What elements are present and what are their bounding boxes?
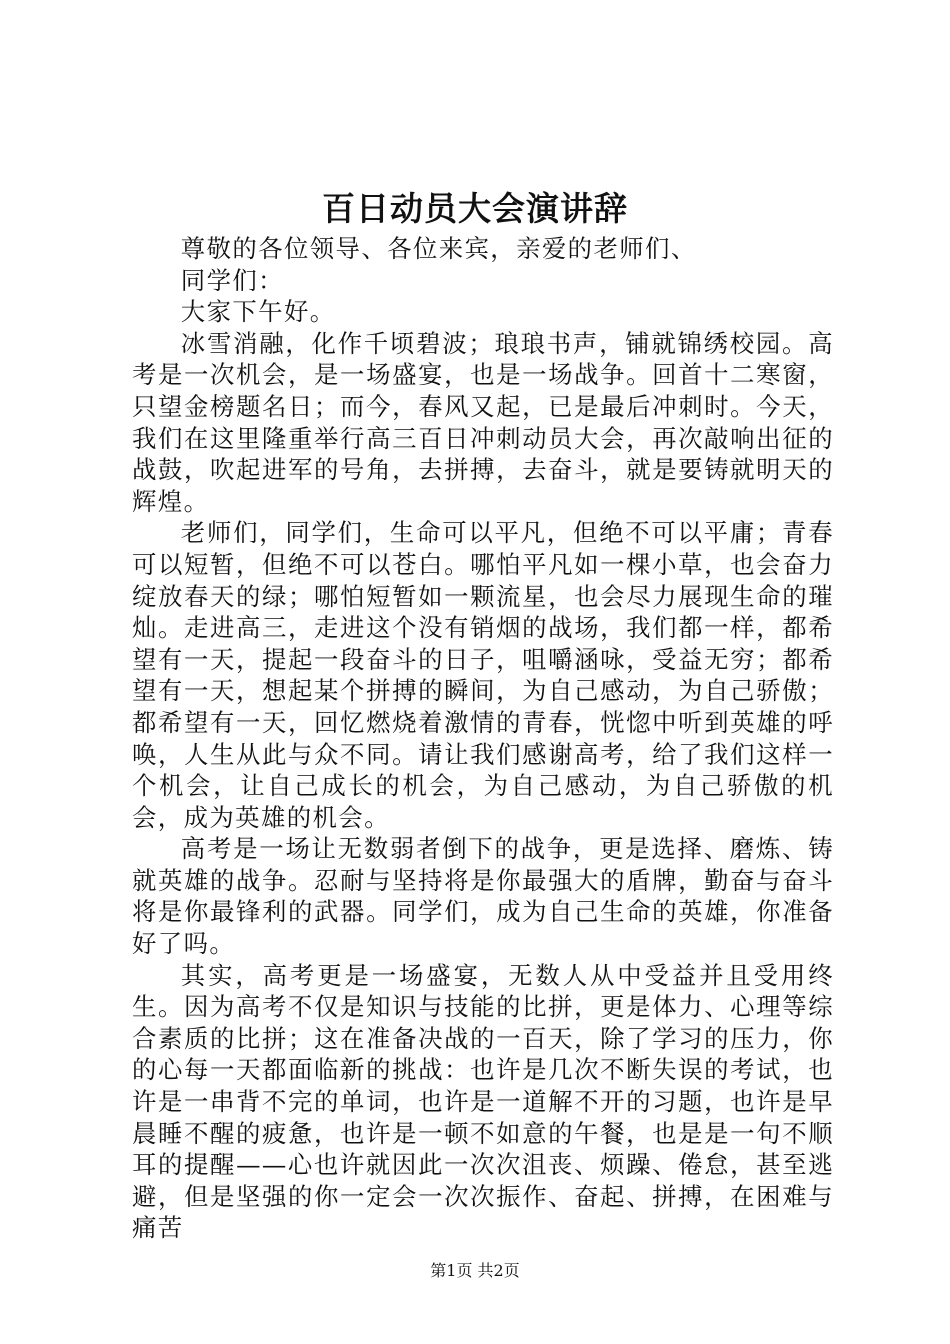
paragraph-feast: 其实，高考更是一场盛宴，无数人从中受益并且受用终生。因为高考不仅是知识与技能的比拼，更是体力、心理等综合素质的比拼；这在准备决战的一百天，除了学习的压力，你的心每一天都面临新的挑战：也许是几次不断失误的考试，也许是一串背不完的单词，也许是一道解不开的习题，也许是早晨睡不醒的疲惫，也许是一顿不如意的午餐，也是是一句不顺耳的提醒——心也许就因此一次次沮丧、烦躁、倦怠，甚至逃避，但是坚强的你一定会一次次振作、奋起、拼搏，在困难与痛苦 bbox=[132, 960, 834, 1243]
paragraph-opening: 冰雪消融，化作千顷碧波；琅琅书声，铺就锦绣校园。高考是一次机会，是一场盛宴，也是一场战争。回首十二寒窗，只望金榜题名日；而今，春风又起，已是最后冲刺时。今天，我们在这里隆重举行高三百日冲刺动员大会，再次敲响出征的战鼓，吹起进军的号角，去拼搏，去奋斗，就是要铸就明天的辉煌。 bbox=[132, 328, 834, 516]
document-body bbox=[132, 233, 834, 1244]
paragraph-youth: 老师们，同学们，生命可以平凡，但绝不可以平庸；青春可以短暂，但绝不可以苍白。哪怕平凡如一棵小草，也会奋力绽放春天的绿；哪怕短暂如一颗流星，也会尽力展现生命的璀灿。走进高三，走进这个没有销烟的战场，我们都一样，都希望有一天，提起一段奋斗的日子，咀嚼涵咏，受益无穷；都希望有一天，想起某个拼搏的瞬间，为自己感动，为自己骄傲；都希望有一天，回忆燃烧着激情的青春，恍惚中听到英雄的呼唤，人生从此与众不同。请让我们感谢高考，给了我们这样一个机会，让自己成长的机会，为自己感动，为自己骄傲的机会，成为英雄的机会。 bbox=[132, 518, 834, 832]
greeting: 大家下午好。 bbox=[180, 297, 336, 327]
salutation-line-1: 尊敬的各位领导、各位来宾，亲爱的老师们、 bbox=[180, 234, 697, 263]
page-number-footer: 第1页 共2页 bbox=[430, 1261, 520, 1280]
document-title: 百日动员大会演讲辞 bbox=[322, 189, 628, 228]
paragraph-war: 高考是一场让无数弱者倒下的战争，更是选择、磨炼、铸就英雄的战争。忍耐与坚持将是你最强大的盾牌，勤奋与奋斗将是你最锋利的武器。同学们，成为自己生命的英雄，你准备好了吗。 bbox=[132, 834, 834, 959]
salutation-line-2: 同学们： bbox=[180, 265, 284, 295]
